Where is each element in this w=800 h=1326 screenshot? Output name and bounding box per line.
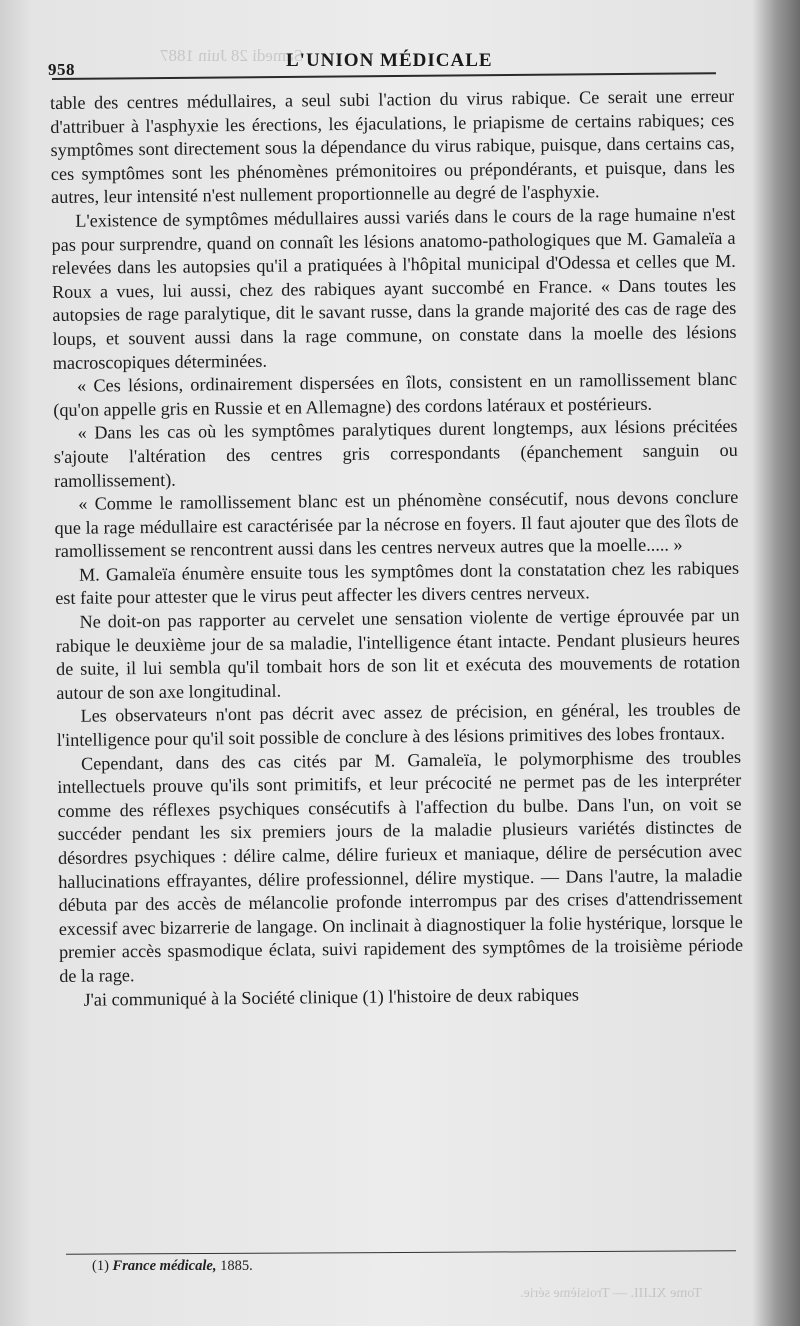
paragraph: « Ces lésions, ordinairement dispersées en îlots, consistent en un ramollissement blanc (qu'on appelle gris en Russie et en Allemagne) des cordons latéraux et postérieurs. [53,368,738,420]
paragraph: « Comme le ramollissement blanc est un phénomène consécutif, nous devons conclure que la rage médullaire est caractérisée par la nécrose en foyers. Il faut ajouter que des îlots de ramollissement se rencontrent aussi dans les centres nerveux autres que la moelle..... » [54,486,739,562]
footnote-year: 1885. [220,1258,253,1274]
article-body [50,85,744,1012]
paragraph: M. Gamaleïa énumère ensuite tous les symptômes dont la constatation chez les rabiques est faite pour attester que le virus peut affecter les divers centres nerveux. [55,557,740,609]
paragraph: Cependant, dans des cas cités par M. Gamaleïa, le polymorphisme des troubles intellectuels prouve qu'ils sont primitifs, et leur précocité ne permet pas de les interpréter comme des réflexes psychiques consécutifs à l'affection du bulbe. Dans l'un, on voit se succéder pendant les six premiers jours de la maladie plusieurs variétés distinctes de désordres psychiques : délire calme, délire furieux et maniaque, délire de persécution avec hallucinations effrayantes, délire professionnel, délire mystique. — Dans l'autre, la maladie débuta par des accès de mélancolie profonde interrompus par des crises d'attendrissement excessif avec bizarrerie de langage. On inclinait à diagnostiquer la folie hystérique, lorsque le premier accès spasmodique éclata, suivi rapidement des symptômes de la troisième période de la rage. [57,746,744,986]
footnote-marker: (1) [92,1258,109,1274]
running-title: L'UNION MÉDICALE [286,50,493,71]
paragraph: L'existence de symptômes médullaires aussi variés dans le cours de la rage humaine n'est pas pour surprendre, quand on connaît les lésions anatomo-pathologiques que M. Gamaleïa a relevées dans les autopsies qu'il a pratiquées à l'hôpital municipal d'Odessa et celles que M. Roux a vues, lui aussi, chez des rabiques ayant succombé en France. « Dans toutes les autopsies de rage paralytique, dit le savant russe, dans la grande majorité des cas de rage des loups, et souvent aussi dans la rage commune, on constate dans la moelle des lésions macroscopiques déterminées. [51,203,737,373]
paragraph: Ne doit-on pas rapporter au cervelet une sensation violente de vertige éprouvée par un rabique le deuxième jour de sa maladie, l'intelligence étant intacte. Pendant plusieurs heures de suite, il lui sembla qu'il tombait hors de son lit et exécuta des mouvements de rotation autour de son axe longitudinal. [55,604,741,703]
paragraph: Les observateurs n'ont pas décrit avec assez de précision, en général, les troubles de l'intelligence pour qu'il soit possible de conclure à des lésions primitives des lobes frontaux. [56,699,741,750]
paragraph: J'ai communiqué à la Société clinique (1) l'histoire de deux rabiques [83,984,580,1010]
paragraph: « Dans les cas où les symptômes paralytiques durent longtemps, aux lésions précitées s'ajoute l'altération des centres gris correspondants (épanchement sanguin ou ramollissement). [53,416,738,491]
bleed-through-text-top: Samedi 28 Juin 1887 [160,46,304,65]
footnote-source: France médicale, [112,1258,217,1274]
footnote [92,1258,253,1275]
paragraph: table des centres médullaires, a seul subi l'action du virus rabique. Ce serait une erreur d'attribuer à l'asphyxie les érections, les éjaculations, le priapisme de certains rabiques; ces symptômes sont directement sous la dépendance du virus rabique, puisque, dans certains cas, ces symptômes sont les phénomènes prémonitoires ou prépondérants, et puisque, dans les autres, leur intensité n'est nullement proportionnelle au degré de l'asphyxie. [50,85,735,208]
page-number: 958 [48,60,75,79]
footnote-rule [66,1250,736,1255]
bleed-through-text-bottom: Tome XLIII. — Troisième série. [520,1286,702,1301]
